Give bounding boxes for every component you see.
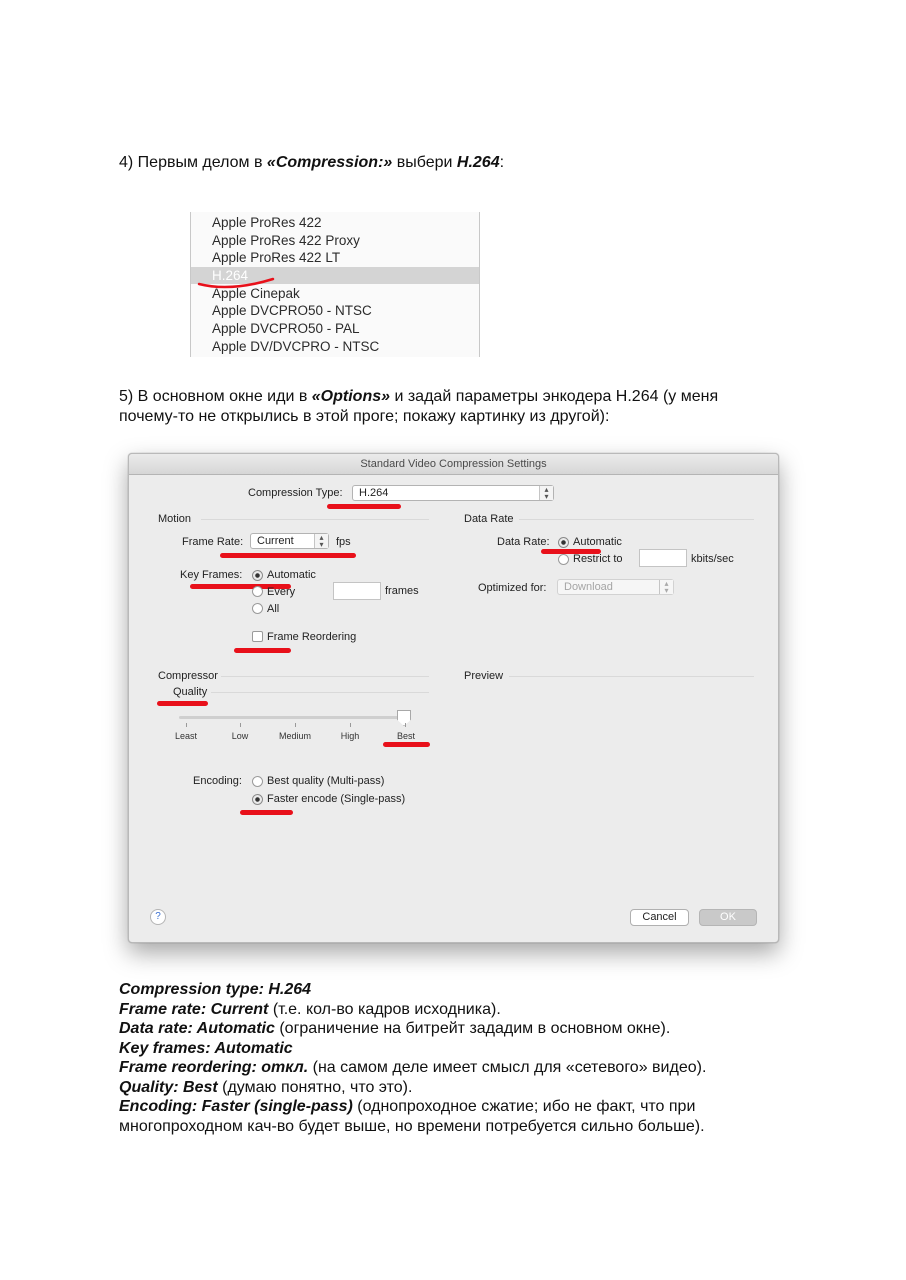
compressor-section-title: Compressor	[158, 670, 218, 682]
settings-summary	[119, 980, 706, 1136]
codec-item-cinepak[interactable]: Apple Cinepak	[212, 286, 300, 301]
summary-line	[119, 1039, 706, 1059]
summary-key: Encoding: Faster (single-pass)	[119, 1098, 353, 1115]
compression-type-value: H.264	[359, 487, 389, 499]
codec-item-h264[interactable]: H.264	[191, 267, 479, 284]
summary-note: (думаю понятно, что это).	[217, 1078, 413, 1096]
summary-line	[119, 1078, 706, 1098]
codec-item-prores-422-lt[interactable]: Apple ProRes 422 LT	[212, 250, 341, 265]
quality-tick	[350, 723, 351, 727]
summary-line	[119, 980, 706, 1000]
quality-level-high: High	[340, 731, 360, 741]
preview-divider	[509, 676, 754, 677]
quality-tick	[240, 723, 241, 727]
quality-slider-track[interactable]	[179, 716, 404, 719]
codec-keyword: H.264	[456, 154, 500, 171]
key-frames-unit-label: frames	[385, 585, 419, 597]
annotation-underline	[157, 701, 208, 706]
quality-divider	[211, 692, 429, 693]
summary-line	[119, 1058, 706, 1078]
frame-reordering-label: Frame Reordering	[267, 631, 357, 643]
encoding-single-pass-label: Faster encode (Single-pass)	[267, 793, 406, 805]
popup-arrows-icon: ▴ ▾	[314, 534, 328, 548]
step-5-instruction	[119, 387, 718, 427]
optimized-for-label: Optimized for:	[478, 582, 547, 594]
encoding-single-pass-radio[interactable]	[252, 794, 263, 805]
dialog-title: Standard Video Compression Settings	[129, 454, 778, 475]
summary-key: Compression type: H.264	[119, 981, 312, 998]
quality-level-medium: Medium	[278, 731, 312, 741]
step-4-prefix: 4) Первым делом в	[119, 154, 267, 171]
step-5-prefix: 5) В основном окне иди в	[119, 388, 312, 405]
codec-dropdown-list	[190, 212, 480, 357]
compression-type-label: Compression Type:	[248, 487, 343, 499]
codec-item-dvcpro50-ntsc[interactable]: Apple DVCPRO50 - NTSC	[212, 303, 372, 318]
compression-settings-dialog	[128, 453, 779, 943]
motion-divider	[201, 519, 429, 520]
optimized-for-popup[interactable]	[557, 579, 674, 595]
annotation-underline	[383, 742, 430, 747]
frame-rate-label: Frame Rate:	[182, 536, 244, 548]
compression-type-popup[interactable]	[352, 485, 554, 501]
codec-item-dv-dvcpro-ntsc[interactable]: Apple DV/DVCPRO - NTSC	[212, 339, 380, 354]
data-rate-restrict-radio[interactable]	[558, 554, 569, 565]
quality-level-low: Low	[231, 731, 249, 741]
summary-note: (ограничение на битрейт зададим в основном окне).	[274, 1020, 671, 1037]
motion-section-title: Motion	[158, 513, 192, 525]
key-frames-automatic-label: Automatic	[267, 569, 316, 581]
popup-arrows-icon: ▴ ▾	[539, 486, 553, 500]
frame-rate-popup[interactable]	[250, 533, 329, 549]
fps-label: fps	[336, 536, 351, 548]
annotation-underline	[327, 504, 401, 509]
summary-note: (на самом деле имеет смысл для «сетевого» видео).	[308, 1059, 707, 1076]
annotation-underline	[240, 810, 293, 815]
quality-tick	[405, 723, 406, 727]
key-frames-every-radio[interactable]	[252, 586, 263, 597]
preview-section-title: Preview	[464, 670, 504, 682]
key-frames-every-input[interactable]	[333, 582, 381, 600]
data-rate-section-title: Data Rate	[464, 513, 514, 525]
red-underline-h264	[191, 212, 479, 357]
codec-item-dvcpro50-pal[interactable]: Apple DVCPRO50 - PAL	[212, 321, 360, 336]
codec-item-prores-422-proxy[interactable]: Apple ProRes 422 Proxy	[212, 233, 360, 248]
summary-line	[119, 1000, 706, 1020]
quality-tick	[295, 723, 296, 727]
step-4-suffix: :	[499, 154, 505, 171]
data-rate-automatic-label: Automatic	[573, 536, 622, 548]
cancel-button[interactable]: Cancel	[630, 909, 689, 926]
step-5-rest: и задай параметры энкодера H.264 (у меня	[390, 388, 719, 405]
summary-line	[119, 1097, 706, 1117]
summary-line	[119, 1117, 706, 1137]
frame-rate-value: Current	[257, 535, 294, 547]
quality-label: Quality	[173, 686, 208, 698]
encoding-multi-pass-radio[interactable]	[252, 776, 263, 787]
data-rate-restrict-label: Restrict to	[573, 553, 623, 565]
summary-key: Frame rate: Current	[119, 1000, 269, 1018]
data-rate-unit-label: kbits/sec	[691, 553, 734, 565]
summary-key: Key frames: Automatic	[119, 1039, 293, 1057]
key-frames-label: Key Frames:	[180, 569, 243, 581]
annotation-underline	[220, 553, 356, 558]
encoding-multi-pass-label: Best quality (Multi-pass)	[267, 775, 385, 787]
compression-keyword: «Compression:»	[266, 154, 393, 171]
summary-key: Quality: Best	[119, 1078, 218, 1096]
key-frames-every-label: Every	[267, 586, 296, 598]
popup-arrows-icon: ▴ ▾	[659, 580, 673, 594]
summary-line	[119, 1019, 706, 1039]
quality-tick	[186, 723, 187, 727]
step-5-line-2: почему-то не открылись в этой проге; покажу картинку из другой):	[119, 408, 610, 425]
quality-slider-knob[interactable]	[397, 710, 411, 726]
summary-key: Frame reordering: откл.	[119, 1059, 309, 1076]
codec-item-prores-422[interactable]: Apple ProRes 422	[212, 215, 322, 230]
summary-note: (т.е. кол-во кадров исходника).	[268, 1000, 501, 1018]
annotation-underline	[234, 648, 291, 653]
data-rate-automatic-radio[interactable]	[558, 537, 569, 548]
optimized-for-value: Download	[564, 581, 613, 593]
summary-note: (однопроходное сжатие; ибо не факт, что при	[352, 1098, 696, 1115]
encoding-label: Encoding:	[193, 775, 242, 787]
options-keyword: «Options»	[311, 388, 391, 405]
step-4-middle: выбери	[392, 154, 457, 171]
quality-level-best: Best	[396, 731, 416, 741]
data-rate-divider	[519, 519, 754, 520]
summary-note: многопроходном кач-во будет выше, но времени потребуется сильно больше).	[119, 1117, 705, 1135]
key-frames-all-radio[interactable]	[252, 603, 263, 614]
data-rate-input[interactable]	[639, 549, 687, 567]
ok-button[interactable]: OK	[699, 909, 757, 926]
key-frames-automatic-radio[interactable]	[252, 570, 263, 581]
compressor-divider	[221, 676, 429, 677]
quality-level-least: Least	[174, 731, 198, 741]
frame-reordering-checkbox[interactable]	[252, 631, 263, 642]
summary-key: Data rate: Automatic	[119, 1020, 275, 1037]
key-frames-all-label: All	[267, 603, 280, 615]
step-4-instruction	[119, 153, 504, 173]
data-rate-label: Data Rate:	[497, 536, 550, 548]
help-button[interactable]: ?	[150, 909, 166, 925]
